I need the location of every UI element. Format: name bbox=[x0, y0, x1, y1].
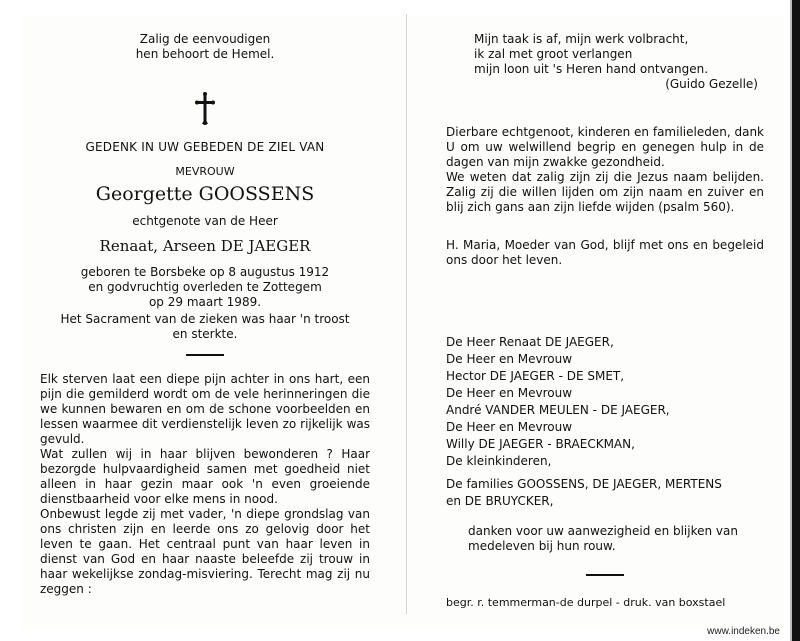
text-paragraph: Elk sterven laat een diepe pijn achter in ons hart, een pijn die gemilderd wordt om de vele herinneringen die we kunnen bewaren en om de schone voorbeelden en lessen waarmee dit verdienstelijk leven zo rijkelijk was gevuld. bbox=[40, 372, 370, 446]
poem-block bbox=[474, 32, 764, 92]
poem-line: ik zal met groot verlangen bbox=[474, 47, 633, 61]
divider bbox=[40, 354, 370, 356]
family-line: en DE BRUYCKER, bbox=[446, 494, 554, 508]
source-url: www.indeken.be bbox=[707, 626, 780, 637]
text-paragraph: H. Maria, Moeder van God, blijf met ons en begeleid ons door het leven. bbox=[446, 238, 764, 267]
thanks-line: medeleven bij hun rouw. bbox=[468, 539, 616, 553]
text-paragraph: Onbewust legde zij met vader, 'n diepe grondslag van ons christen zijn en leerde ons zo gelovig door het leven te gaan. Het centraal punt van haar leven in dienst van God en haar naaste beleefde zij trouw in haar wekelijkse zondag-misviering. Terecht mag zij nu zeggen : bbox=[40, 507, 370, 596]
printer-credit: begr. r. temmerman-de durpel - druk. van boxstael bbox=[446, 596, 726, 609]
divider bbox=[446, 574, 764, 576]
sacrament-line: Het Sacrament van de zieken was haar 'n troost bbox=[60, 312, 350, 326]
verse-line: Zalig de eenvoudigen bbox=[139, 32, 271, 46]
date-line: op 29 maart 1989. bbox=[148, 295, 262, 309]
verse-block bbox=[40, 32, 370, 62]
spouse-name: Renaat, Arseen DE JAEGER bbox=[99, 237, 311, 255]
poem-author: (Guido Gezelle) bbox=[665, 77, 758, 91]
thanks-line: danken voor uw aanwezigheid en blijken van bbox=[468, 524, 738, 538]
text-paragraph: Wat zullen wij in haar blijven bewonderen ? Haar bezorgde hulpvaardigheid samen met goedheid niet alleen in haar gezin maar ook 'n even groeiende dienstbaarheid voor elke mens in nood. bbox=[40, 447, 370, 506]
family-line: De Heer en Mevrouw bbox=[446, 420, 573, 434]
fold-line bbox=[406, 14, 407, 614]
sacrament-line: en sterkte. bbox=[172, 327, 238, 341]
cross-wrap bbox=[40, 92, 370, 126]
date-line: geboren te Borsbeke op 8 augustus 1912 bbox=[80, 265, 330, 279]
family-line: André VANDER MEULEN - DE JAEGER, bbox=[446, 403, 670, 417]
family-line: De kleinkinderen, bbox=[446, 454, 552, 468]
family-line: De Heer en Mevrouw bbox=[446, 352, 573, 366]
date-line: en godvruchtig overleden te Zottegem bbox=[88, 280, 322, 294]
family-line: De Heer en Mevrouw bbox=[446, 386, 573, 400]
scan-edge bbox=[792, 0, 800, 641]
gedenk-line: GEDENK IN UW GEBEDEN DE ZIEL VAN bbox=[85, 140, 325, 154]
family-line: De families GOOSSENS, DE JAEGER, MERTENS bbox=[446, 477, 722, 491]
cross-icon bbox=[195, 92, 215, 126]
text-paragraph: Dierbare echtgenoot, kinderen en familieleden, dank U om uw welwillend begrip en genegen hulp in de dagen van mijn zwakke gezondheid. bbox=[446, 125, 764, 169]
poem-line: Mijn taak is af, mijn werk volbracht, bbox=[474, 32, 689, 46]
family-line: Willy DE JAEGER - BRAECKMAN, bbox=[446, 437, 635, 451]
verse-line: hen behoort de Hemel. bbox=[135, 47, 275, 61]
family-line: Hector DE JAEGER - DE SMET, bbox=[446, 369, 625, 383]
life-dates bbox=[40, 265, 370, 310]
thanks-block bbox=[446, 524, 786, 554]
sacrament-note bbox=[40, 312, 370, 342]
deceased-name: Georgette GOOSSENS bbox=[95, 183, 315, 205]
poem-line: mijn loon uit 's Heren hand ontvangen. bbox=[474, 62, 709, 76]
family-line: De Heer Renaat DE JAEGER, bbox=[446, 335, 614, 349]
mevrouw-label: MEVROUW bbox=[175, 165, 235, 178]
spouse-intro: echtgenote van de Heer bbox=[132, 214, 278, 228]
text-paragraph: We weten dat zalig zijn zij die Jezus naam belijden. Zalig zij die willen lijden om zijn naam en zuiver en blij zich gans aan zijn liefde wijden (psalm 560). bbox=[446, 170, 764, 214]
family-list bbox=[446, 334, 764, 510]
